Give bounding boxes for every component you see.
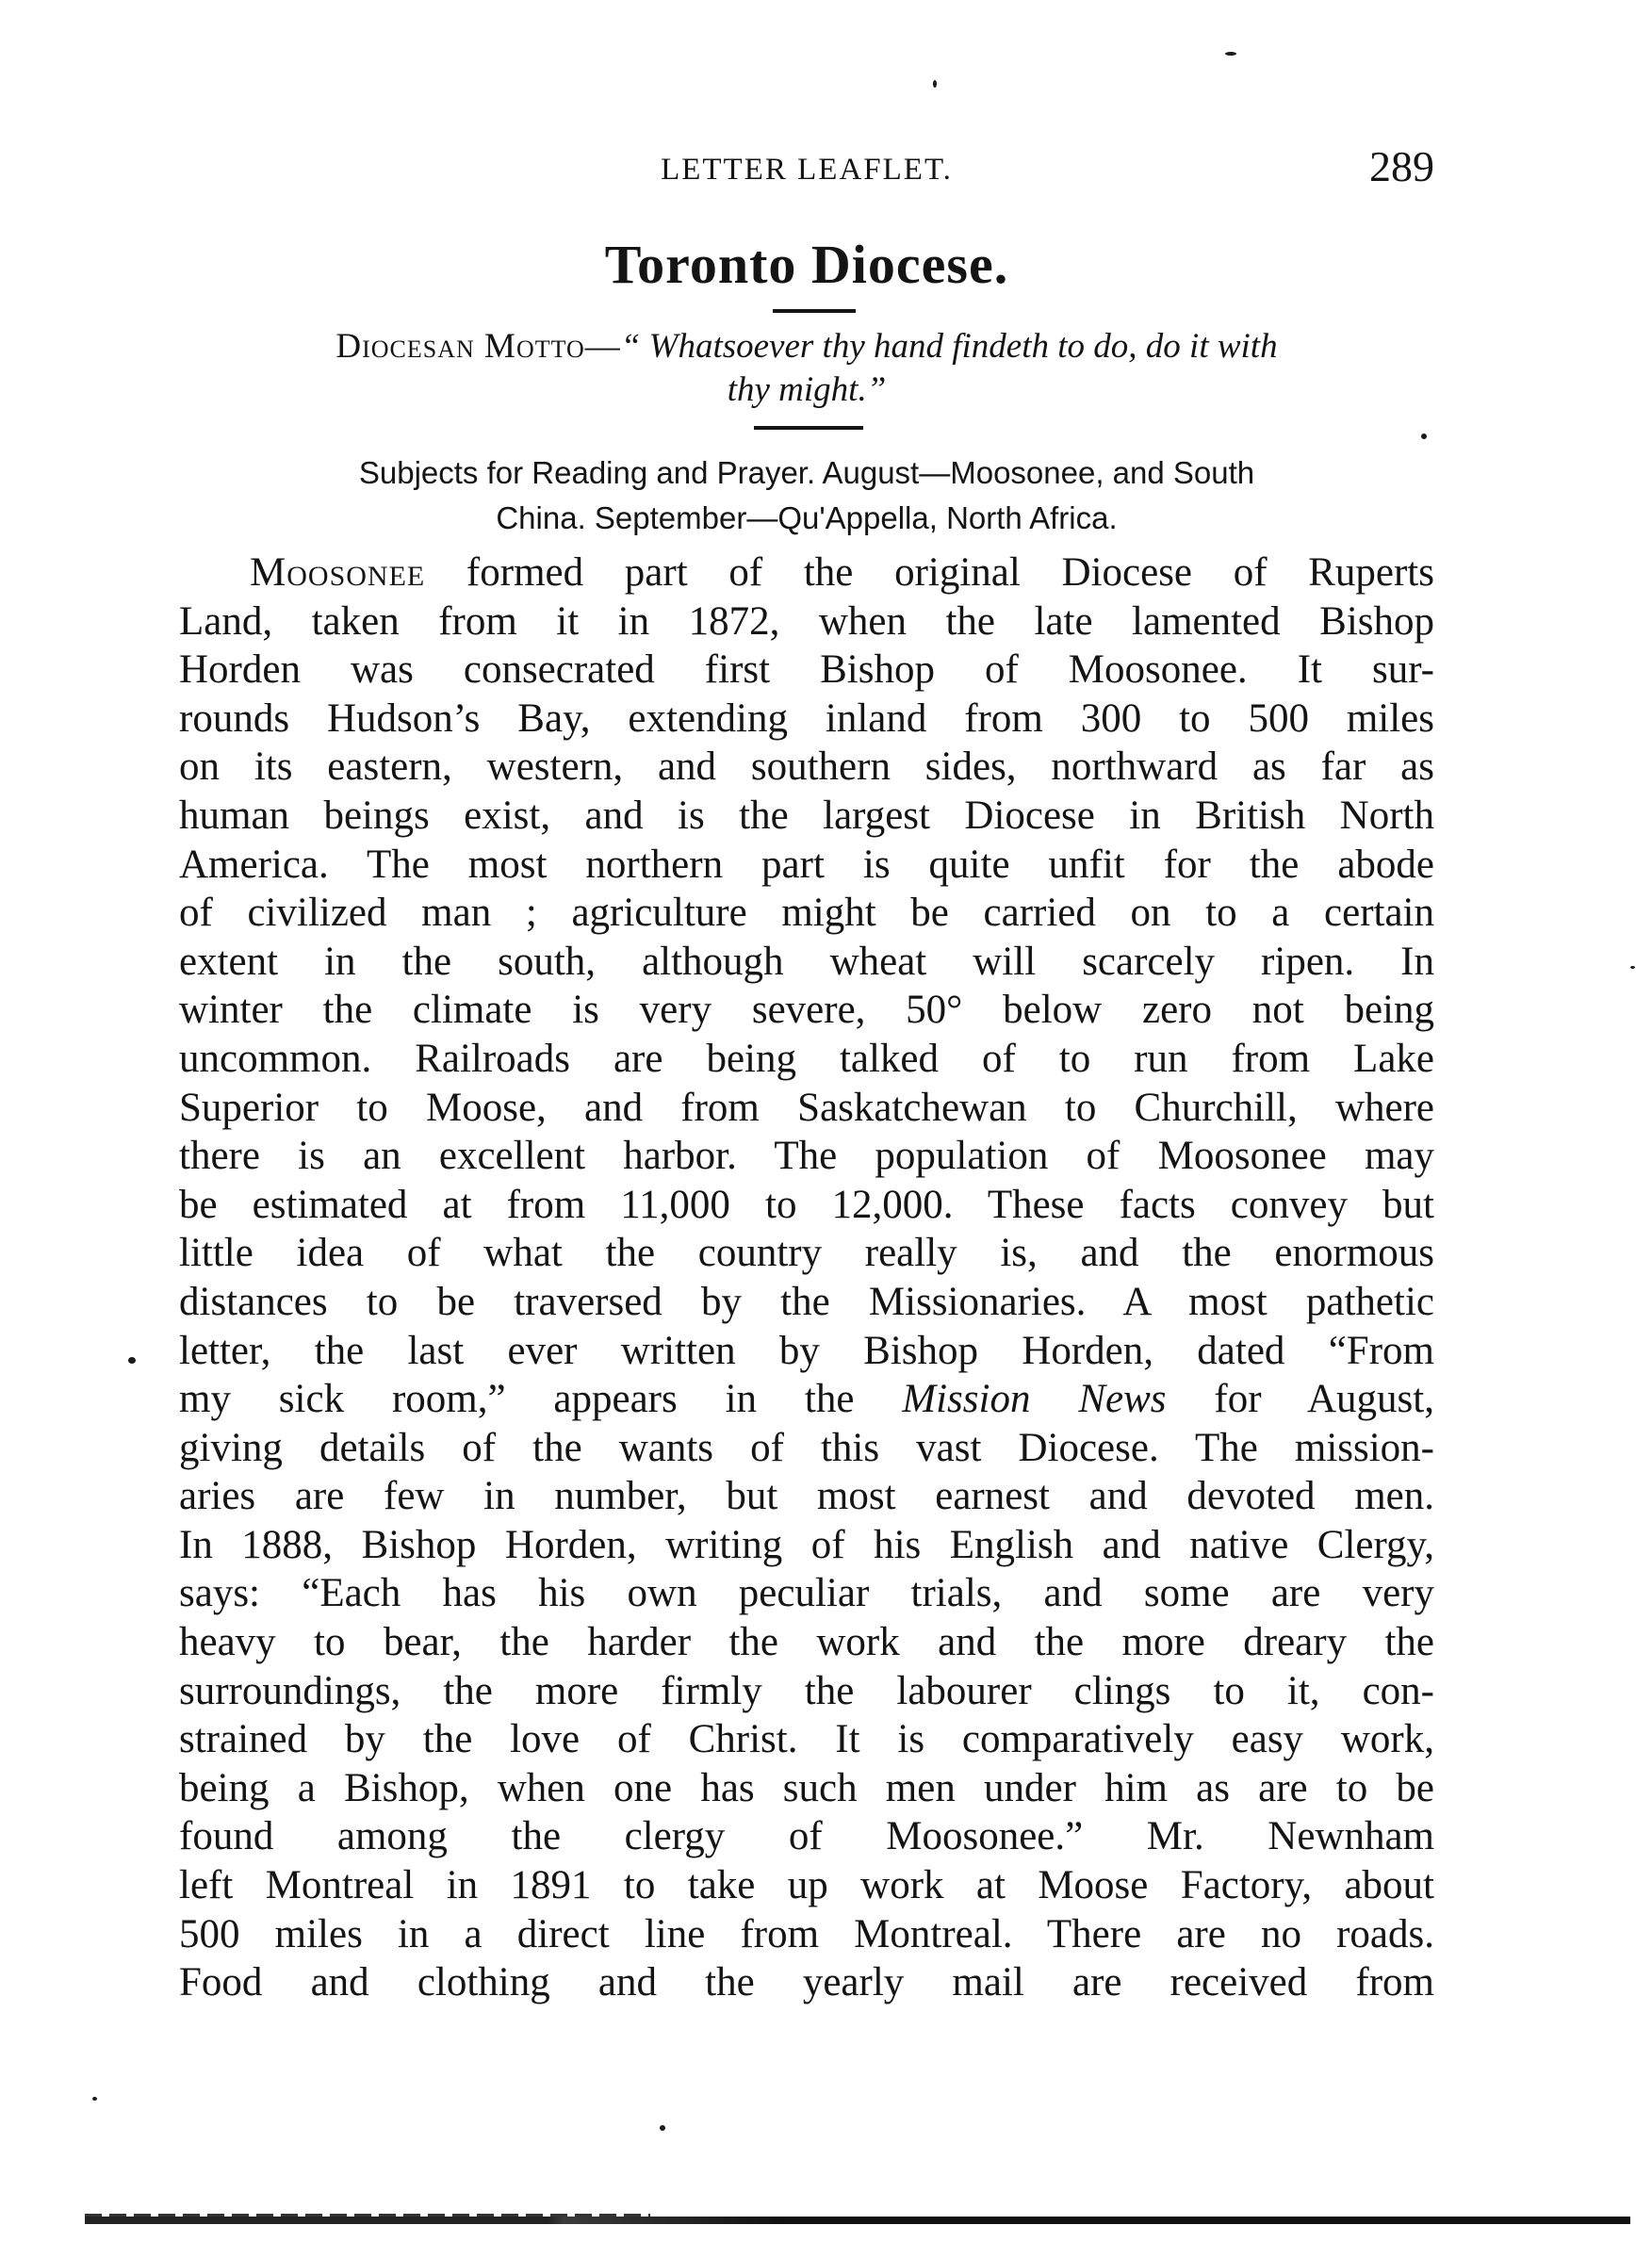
body-line: giving details of the wants of this vast Diocese. The mission- <box>179 1425 1434 1470</box>
body-line: uncommon. Railroads are being talked of to run from Lake <box>179 1036 1434 1081</box>
body-line: letter, the last ever written by Bishop Horden, dated “From <box>179 1328 1434 1373</box>
body-line: aries are few in number, but most earnest and devoted men. <box>179 1474 1434 1519</box>
body-line: extent in the south, although wheat will scarcely ripen. In <box>179 939 1434 984</box>
body-line: little idea of what the country really is, and the enormous <box>179 1231 1434 1276</box>
body-line: there is an excellent harbor. The population of Moosonee may <box>179 1134 1434 1179</box>
body-line: left Montreal in 1891 to take up work at Moose Factory, about <box>179 1863 1434 1908</box>
body-line: heavy to bear, the harder the work and the more dreary the <box>179 1620 1434 1665</box>
scan-edge-bar <box>85 2217 1630 2224</box>
scan-speck <box>1630 966 1635 969</box>
body-line: surroundings, the more firmly the labourer clings to it, con- <box>179 1668 1434 1713</box>
body-line: winter the climate is very severe, 50° below zero not being <box>179 988 1434 1033</box>
body-line: 500 miles in a direct line from Montreal. There are no roads. <box>179 1911 1434 1956</box>
section-heading: Toronto Diocese. <box>604 234 1009 295</box>
running-title: LETTER LEAFLET. <box>661 153 953 187</box>
scan-speck <box>1225 52 1236 56</box>
body-line: human beings exist, and is the largest Diocese in British North <box>179 793 1434 838</box>
body-line: my sick room,” appears in the Mission News for August, <box>179 1377 1434 1422</box>
subjects-line-2: China. September—Qu'Appella, North Africa. <box>496 500 1118 535</box>
heading-rule <box>773 309 856 313</box>
motto-line-1 <box>179 325 1434 368</box>
body-line: found among the clergy of Moosonee.” Mr. Newnham <box>179 1814 1434 1859</box>
body-line: rounds Hudson’s Bay, extending inland from 300 to 500 miles <box>179 695 1434 741</box>
subjects-for-prayer <box>179 450 1434 541</box>
scan-speck <box>933 80 937 88</box>
body-line: In 1888, Bishop Horden, writing of his English and native Clergy, <box>179 1522 1434 1567</box>
mission-news-title: Mission News <box>902 1377 1167 1422</box>
page-number: 289 <box>1369 142 1434 190</box>
body-line: Land, taken from it in 1872, when the late lamented Bishop <box>179 598 1434 644</box>
body-line: on its eastern, western, and southern sides, northward as far as <box>179 744 1434 790</box>
motto-label: Diocesan Motto— <box>335 327 621 366</box>
body-line: strained by the love of Christ. It is comparatively easy work, <box>179 1717 1434 1762</box>
running-head <box>179 141 1434 188</box>
body-line: Moosonee formed part of the original Diocese of Ruperts <box>250 550 1434 595</box>
scan-speck <box>1421 434 1427 439</box>
body-line: of civilized man ; agriculture might be carried on to a certain <box>179 891 1434 936</box>
motto-line-2: thy might.” <box>727 370 887 409</box>
body-line: being a Bishop, when one has such men under him as are to be <box>179 1765 1434 1810</box>
body-line: Horden was consecrated first Bishop of Moosonee. It sur- <box>179 647 1434 693</box>
motto-rule <box>754 426 863 430</box>
motto-quote: “ Whatsoever thy hand findeth to do, do it with <box>620 327 1278 366</box>
lead-word: Moosonee <box>250 550 426 595</box>
body-line: distances to be traversed by the Missionaries. A most pathetic <box>179 1279 1434 1324</box>
body-line: be estimated at from 11,000 to 12,000. These facts convey but <box>179 1182 1434 1227</box>
scan-speck <box>660 2125 665 2131</box>
body-paragraph <box>179 548 1434 2007</box>
scan-speck <box>92 2097 97 2101</box>
diocesan-motto <box>179 325 1434 412</box>
body-line: Superior to Moose, and from Saskatchewan to Churchill, where <box>179 1085 1434 1130</box>
body-line: says: “Each has his own peculiar trials, and some are very <box>179 1571 1434 1616</box>
body-line: America. The most northern part is quite unfit for the abode <box>179 842 1434 887</box>
body-line: Food and clothing and the yearly mail are received from <box>179 1960 1434 2005</box>
scan-speck <box>128 1357 136 1364</box>
subjects-line-1: Subjects for Reading and Prayer. August—Moosonee, and South <box>358 455 1255 490</box>
